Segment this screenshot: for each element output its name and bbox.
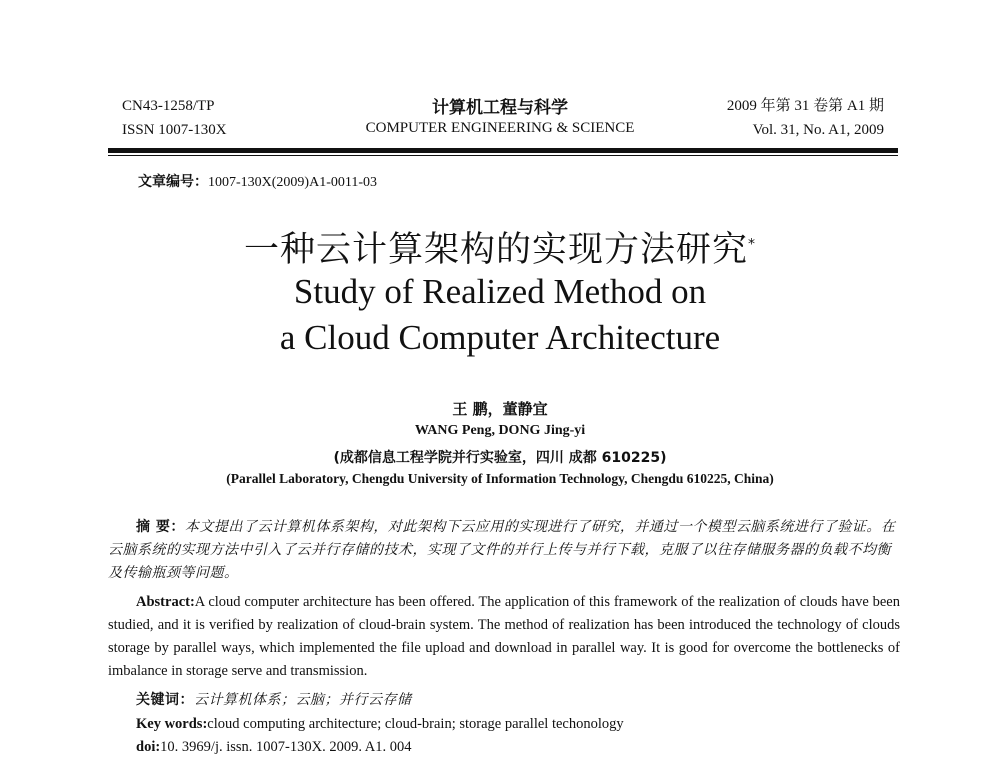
affiliation-en: (Parallel Laboratory, Chengdu University of Information Technology, Chengdu 610225, China) [226, 471, 774, 486]
cn-code: CN43-1258/TP [122, 98, 215, 114]
title-en-line2: a Cloud Computer Architecture [279, 318, 721, 357]
authors-cn: 王 鹏，董静宜 [452, 400, 548, 418]
keywords-en-label: Key words: [136, 716, 208, 732]
affiliation-cn: (成都信息工程学院并行实验室，四川 成都 610225) [333, 450, 667, 466]
issue-cn: 2009 年第 31 卷第 A1 期 [726, 98, 884, 114]
journal-title-cn: 计算机工程与科学 [432, 98, 568, 118]
title-cn-text: 一种云计算架构的实现方法研究 [243, 230, 748, 270]
title-footnote-mark: * [748, 236, 756, 253]
article-number-label: 文章编号： [138, 174, 208, 190]
doi [136, 736, 412, 758]
keywords-en-text: cloud computing architecture; cloud-brain; storage parallel techonology [207, 716, 624, 732]
abstract-en-text: A cloud computer architecture has been offered. The application of this framework of the realization of clouds have been studied, and it is verified by realization of cloud-brain system. The method of realization has been introduced the technology of clouds storage by parallel ways, which implemented the file upload and download in parallel way. It is good for overcome the bottlenecks of imbalance in storage serve and transmission. [108, 594, 900, 679]
abstract-en [108, 591, 900, 683]
journal-title-en: COMPUTER ENGINEERING & SCIENCE [365, 120, 635, 136]
abstract-cn-text: 本文提出了云计算机体系架构，对此架构下云应用的实现进行了研究，并通过一个模型云脑系统进行了验证。在云脑系统的实现方法中引入了云并行存储的技术，实现了文件的并行上传与并行下载，克服了以往存储服务器的负载不均衡及传输瓶颈等问题。 [108, 520, 896, 581]
keywords-cn-text: 云计算机体系；云脑；并行云存储 [194, 693, 412, 708]
keywords-en [136, 713, 624, 735]
keywords-cn [136, 689, 896, 712]
keywords-cn-label: 关键词： [136, 692, 194, 708]
article-number-value: 1007-130X(2009)A1-0011-03 [208, 175, 378, 190]
abstract-en-label: Abstract: [136, 594, 195, 610]
header-rule-thick [108, 148, 898, 153]
header-rule-thin [108, 155, 898, 156]
article-number [138, 171, 377, 191]
doi-label: doi: [136, 739, 161, 755]
title-cn [0, 222, 1000, 272]
abstract-cn-label: 摘 要： [136, 519, 185, 535]
issue-en: Vol. 31, No. A1, 2009 [752, 122, 884, 138]
title-en-line1: Study of Realized Method on [293, 272, 707, 311]
doi-text: 10. 3969/j. issn. 1007-130X. 2009. A1. 004 [160, 739, 412, 755]
abstract-cn [108, 516, 898, 585]
authors-en: WANG Peng, DONG Jing-yi [414, 423, 586, 438]
issn: ISSN 1007-130X [122, 122, 227, 138]
